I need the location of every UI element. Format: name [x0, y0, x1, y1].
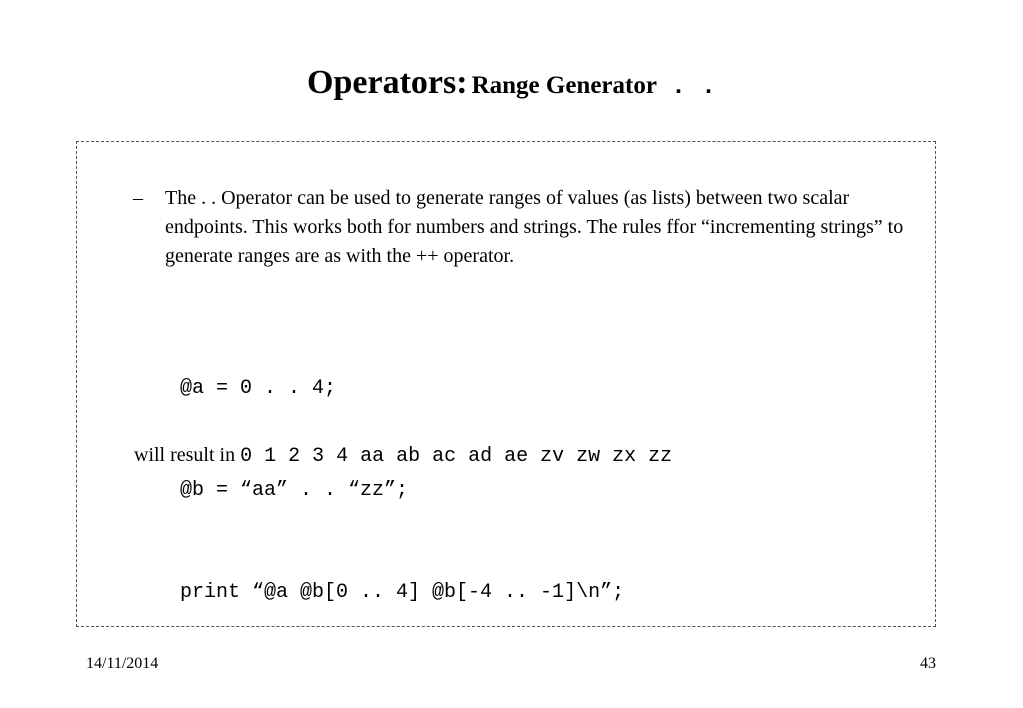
- title-sub: Range Generator: [471, 72, 657, 99]
- code-line: @a = 0 . . 4;: [180, 377, 337, 400]
- page-number: 43: [920, 655, 936, 672]
- result-output: 0 1 2 3 4 aa ab ac ad ae zv zw zx zz: [240, 445, 673, 468]
- result-line: [134, 440, 672, 472]
- result-label: will result in: [134, 444, 236, 466]
- slide-title: [0, 64, 1023, 102]
- bullet-marker: –: [133, 187, 143, 209]
- title-main: Operators:: [307, 64, 468, 101]
- bullet-item: [133, 184, 913, 271]
- footer-date: 14/11/2014: [86, 655, 159, 672]
- bullet-text: The . . Operator can be used to generate ranges of values (as lists) between two scalar endpoints. This works both for numbers and strings. The rules ffor “incrementing strings” to generate ranges are as with the ++ operator.: [165, 187, 904, 267]
- title-operator: . .: [670, 72, 716, 101]
- code-block: [180, 304, 624, 678]
- code-line: print “@a @b[0 .. 4] @b[-4 .. -1]\n”;: [180, 581, 625, 604]
- content-box: [76, 141, 936, 627]
- code-line: @b = “aa” . . “zz”;: [180, 479, 409, 502]
